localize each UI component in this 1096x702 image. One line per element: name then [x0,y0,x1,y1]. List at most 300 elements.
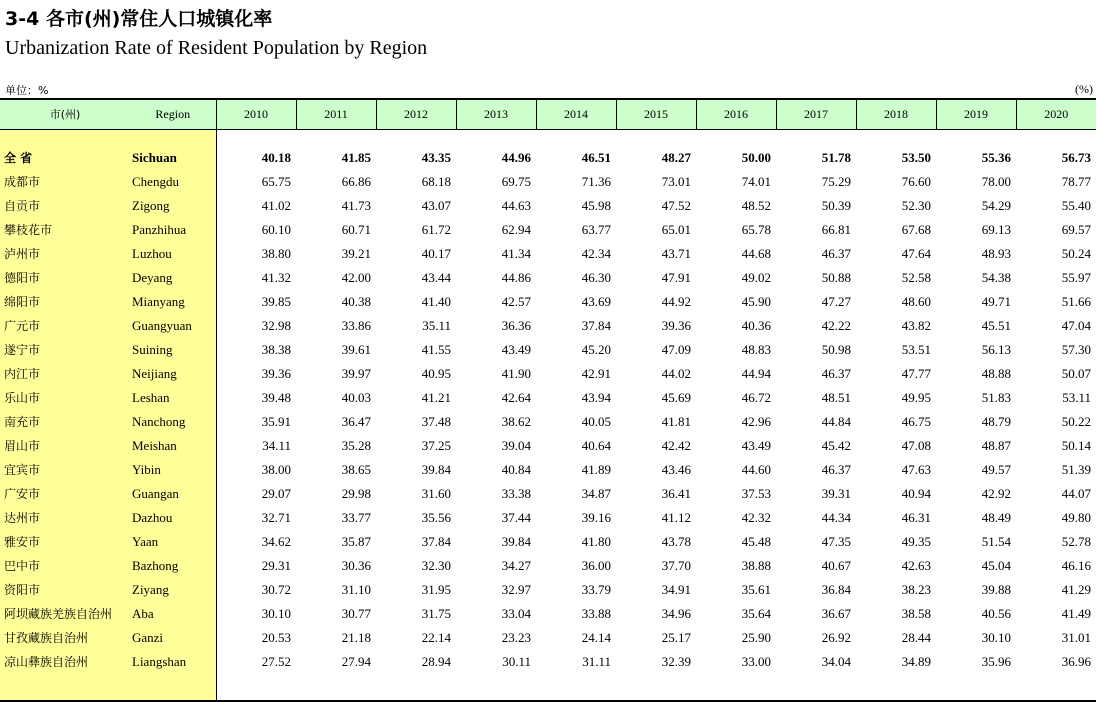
rate-value: 31.75 [421,605,451,621]
rate-value: 50.24 [1061,245,1091,261]
region-name-en: Chengdu [130,170,216,194]
rate-value: 35.11 [422,317,451,333]
table-row [0,578,1096,602]
rate-value: 65.75 [261,173,291,189]
rate-value: 49.95 [901,389,931,405]
rate-value: 40.38 [341,293,371,309]
rate-value: 46.37 [821,461,851,477]
rate-value: 47.04 [1061,317,1091,333]
rate-value: 61.72 [421,221,451,237]
rate-value: 51.39 [1061,461,1091,477]
region-name-en: Deyang [130,266,216,290]
rate-value: 35.87 [341,533,371,549]
rate-value: 43.49 [741,437,771,453]
spacer-cell [130,129,216,146]
rate-value: 71.36 [581,173,611,189]
rate-value: 36.96 [1061,653,1091,669]
rate-value: 20.53 [261,629,291,645]
table-title-english: Urbanization Rate of Resident Population by Region [5,37,428,59]
rate-value: 38.23 [901,581,931,597]
rate-value: 39.61 [341,341,371,357]
end-cell [0,674,130,701]
rate-value: 57.30 [1061,341,1091,357]
region-name-en: Yaan [130,530,216,554]
rate-value: 37.25 [421,437,451,453]
column-header-year: 2017 [776,99,856,129]
region-name-en: Zigong [130,194,216,218]
column-header-year: 2020 [1016,99,1096,129]
column-header-year: 2019 [936,99,1016,129]
region-name-en: Leshan [130,386,216,410]
table-row [0,362,1096,386]
region-name-cn: 资阳市 [0,578,130,602]
region-name-cn: 巴中市 [0,554,130,578]
rate-value: 38.00 [261,461,291,477]
table-row [0,506,1096,530]
rate-value: 50.39 [821,197,851,213]
table-row [0,170,1096,194]
region-name-en: Ziyang [130,578,216,602]
column-header-year: 2012 [376,99,456,129]
rate-value: 65.01 [661,221,691,237]
rate-value: 36.36 [501,317,531,333]
rate-value: 33.88 [581,605,611,621]
region-name-en: Guangan [130,482,216,506]
table-row [0,266,1096,290]
rate-value: 42.91 [581,365,611,381]
rate-value: 38.80 [261,245,291,261]
rate-value: 46.75 [901,413,931,429]
rate-value: 78.00 [981,173,1011,189]
rate-value: 41.34 [501,245,531,261]
rate-value: 45.42 [821,437,851,453]
region-name-cn: 眉山市 [0,434,130,458]
rate-value: 40.94 [901,485,931,501]
rate-value: 38.38 [261,341,291,357]
rate-value: 31.11 [582,653,611,669]
rate-value: 30.10 [981,629,1011,645]
rate-value: 44.92 [661,293,691,309]
rate-value: 34.91 [661,581,691,597]
column-header-year: 2011 [296,99,376,129]
rate-value: 49.71 [981,293,1011,309]
rate-value: 60.71 [341,221,371,237]
rate-value: 63.77 [581,221,611,237]
spacer-cell [216,129,1096,146]
rate-value: 36.84 [821,581,851,597]
rate-value: 46.37 [821,365,851,381]
rate-value: 47.35 [821,533,851,549]
rate-value: 47.64 [901,245,931,261]
column-header-year: 2014 [536,99,616,129]
rate-value: 39.84 [501,533,531,549]
rate-value: 51.83 [981,389,1011,405]
rate-value: 28.94 [421,653,451,669]
rate-value: 37.84 [581,317,611,333]
rate-value: 32.30 [421,557,451,573]
rate-value: 30.36 [341,557,371,573]
rate-value: 48.27 [661,149,691,165]
region-name-en: Panzhihua [130,218,216,242]
rate-value: 42.00 [341,269,371,285]
rate-value: 78.77 [1061,173,1091,189]
rate-value: 29.98 [341,485,371,501]
rate-value: 39.88 [981,581,1011,597]
rate-value: 40.67 [821,557,851,573]
rate-value: 48.51 [821,389,851,405]
rate-value: 22.14 [421,629,451,645]
region-name-en: Luzhou [130,242,216,266]
rate-value: 53.51 [901,341,931,357]
table-row [0,434,1096,458]
rate-value: 37.44 [501,509,531,525]
rate-value: 27.94 [341,653,371,669]
region-name-cn: 内江市 [0,362,130,386]
region-name-en: Suining [130,338,216,362]
rate-value: 76.60 [901,173,931,189]
rate-value: 26.92 [821,629,851,645]
region-name-en: Nanchong [130,410,216,434]
rate-value: 39.36 [661,317,691,333]
rate-value: 34.89 [901,653,931,669]
rate-value: 60.10 [261,221,291,237]
rate-value: 39.85 [261,293,291,309]
rate-value: 36.47 [341,413,371,429]
rate-value: 35.56 [421,509,451,525]
table-row [0,626,1096,650]
rate-value: 50.22 [1061,413,1091,429]
table-row [0,290,1096,314]
rate-value: 42.57 [501,293,531,309]
region-name-en: Sichuan [130,146,216,170]
rate-value: 47.91 [661,269,691,285]
rate-value: 23.23 [501,629,531,645]
rate-value: 34.11 [262,437,291,453]
rate-value: 34.96 [661,605,691,621]
rate-value: 38.58 [901,605,931,621]
rate-value: 48.49 [981,509,1011,525]
rate-value: 34.27 [501,557,531,573]
region-name-cn: 德阳市 [0,266,130,290]
rate-value: 21.18 [341,629,371,645]
rate-value: 56.13 [981,341,1011,357]
rate-value: 40.56 [981,605,1011,621]
rate-value: 33.38 [501,485,531,501]
rate-value: 41.32 [261,269,291,285]
region-name-en: Dazhou [130,506,216,530]
rate-value: 39.84 [421,461,451,477]
rate-value: 46.31 [901,509,931,525]
table-row [0,146,1096,170]
rate-value: 34.62 [261,533,291,549]
end-cell [130,674,216,701]
rate-value: 44.60 [741,461,771,477]
rate-value: 35.61 [741,581,771,597]
rate-value: 42.92 [981,485,1011,501]
rate-value: 41.49 [1061,605,1091,621]
rate-value: 32.97 [501,581,531,597]
rate-value: 46.51 [581,149,611,165]
rate-value: 36.67 [821,605,851,621]
rate-value: 45.51 [981,317,1011,333]
column-header-region-cn: 市(州) [0,99,130,129]
rate-value: 30.11 [502,653,531,669]
rate-value: 42.22 [821,317,851,333]
rate-value: 43.49 [501,341,531,357]
rate-value: 30.72 [261,581,291,597]
rate-value: 48.60 [901,293,931,309]
region-name-cn: 阿坝藏族羌族自治州 [0,602,130,626]
rate-value: 31.10 [341,581,371,597]
region-name-en: Guangyuan [130,314,216,338]
rate-value: 29.07 [261,485,291,501]
rate-value: 46.30 [581,269,611,285]
rate-value: 46.16 [1061,557,1091,573]
region-name-cn: 南充市 [0,410,130,434]
rate-value: 47.52 [661,197,691,213]
rate-value: 42.96 [741,413,771,429]
rate-value: 43.44 [421,269,451,285]
rate-value: 68.18 [421,173,451,189]
rate-value: 62.94 [501,221,531,237]
end-cell [216,674,1096,701]
rate-value: 44.94 [741,365,771,381]
rate-value: 40.84 [501,461,531,477]
rate-value: 41.80 [581,533,611,549]
rate-value: 50.98 [821,341,851,357]
rate-value: 32.39 [661,653,691,669]
table-row [0,602,1096,626]
rate-value: 48.83 [741,341,771,357]
rate-value: 52.58 [901,269,931,285]
rate-value: 40.18 [261,149,291,165]
rate-value: 42.32 [741,509,771,525]
rate-value: 56.73 [1061,149,1091,165]
rate-value: 41.85 [341,149,371,165]
region-name-cn: 成都市 [0,170,130,194]
spacer-cell [0,129,130,146]
rate-value: 41.81 [661,413,691,429]
table-row [0,530,1096,554]
table-row [0,386,1096,410]
rate-value: 30.77 [341,605,371,621]
region-name-cn: 宜宾市 [0,458,130,482]
rate-value: 48.79 [981,413,1011,429]
rate-value: 50.00 [741,149,771,165]
rate-value: 43.94 [581,389,611,405]
rate-value: 69.75 [501,173,531,189]
region-name-en: Yibin [130,458,216,482]
rate-value: 37.53 [741,485,771,501]
rate-value: 33.04 [501,605,531,621]
table-row [0,314,1096,338]
rate-value: 48.93 [981,245,1011,261]
rate-value: 49.80 [1061,509,1091,525]
rate-value: 74.01 [741,173,771,189]
rate-value: 31.60 [421,485,451,501]
rate-value: 41.12 [661,509,691,525]
rate-value: 41.29 [1061,581,1091,597]
spacer-row [0,129,1096,146]
rate-value: 41.21 [421,389,451,405]
rate-value: 39.48 [261,389,291,405]
table-title-chinese: 3-4 各市(州)常住人口城镇化率 [5,8,273,30]
rate-value: 52.78 [1061,533,1091,549]
rate-value: 50.07 [1061,365,1091,381]
rate-value: 45.20 [581,341,611,357]
rate-value: 47.09 [661,341,691,357]
rate-value: 49.35 [901,533,931,549]
rate-value: 66.86 [341,173,371,189]
rate-value: 47.27 [821,293,851,309]
rate-value: 28.44 [901,629,931,645]
rate-value: 41.90 [501,365,531,381]
rate-value: 69.13 [981,221,1011,237]
table-row [0,554,1096,578]
rate-value: 33.00 [741,653,771,669]
region-name-en: Meishan [130,434,216,458]
rate-value: 51.54 [981,533,1011,549]
rate-value: 45.04 [981,557,1011,573]
table-row [0,458,1096,482]
rate-value: 47.77 [901,365,931,381]
rate-value: 55.97 [1061,269,1091,285]
rate-value: 35.28 [341,437,371,453]
rate-value: 25.90 [741,629,771,645]
region-name-en: Mianyang [130,290,216,314]
rate-value: 43.35 [421,149,451,165]
rate-value: 31.95 [421,581,451,597]
rate-value: 32.71 [261,509,291,525]
rate-value: 50.88 [821,269,851,285]
rate-value: 47.63 [901,461,931,477]
rate-value: 36.00 [581,557,611,573]
rate-value: 33.86 [341,317,371,333]
rate-value: 54.29 [981,197,1011,213]
rate-value: 40.64 [581,437,611,453]
rate-value: 45.98 [581,197,611,213]
region-name-cn: 达州市 [0,506,130,530]
rate-value: 34.04 [821,653,851,669]
rate-value: 75.29 [821,173,851,189]
rate-value: 43.82 [901,317,931,333]
rate-value: 53.11 [1062,389,1091,405]
rate-value: 24.14 [581,629,611,645]
rate-value: 48.52 [741,197,771,213]
rate-value: 66.81 [821,221,851,237]
region-name-cn: 自贡市 [0,194,130,218]
rate-value: 73.01 [661,173,691,189]
rate-value: 48.88 [981,365,1011,381]
rate-value: 52.30 [901,197,931,213]
rate-value: 40.05 [581,413,611,429]
rate-value: 44.96 [501,149,531,165]
table-row [0,218,1096,242]
rate-value: 44.34 [821,509,851,525]
rate-value: 65.78 [741,221,771,237]
rate-value: 43.69 [581,293,611,309]
rate-value: 45.48 [741,533,771,549]
rate-value: 41.73 [341,197,371,213]
rate-value: 44.86 [501,269,531,285]
rate-value: 42.42 [661,437,691,453]
rate-value: 49.02 [741,269,771,285]
rate-value: 47.08 [901,437,931,453]
rate-value: 45.90 [741,293,771,309]
rate-value: 38.65 [341,461,371,477]
region-name-en: Liangshan [130,650,216,674]
column-header-year: 2010 [216,99,296,129]
urbanization-table [0,98,1096,702]
rate-value: 55.36 [981,149,1011,165]
rate-value: 43.78 [661,533,691,549]
rate-value: 33.79 [581,581,611,597]
rate-value: 44.84 [821,413,851,429]
rate-value: 33.77 [341,509,371,525]
rate-value: 46.37 [821,245,851,261]
rate-value: 27.52 [261,653,291,669]
rate-value: 35.96 [981,653,1011,669]
column-header-year: 2013 [456,99,536,129]
region-name-cn: 遂宁市 [0,338,130,362]
rate-value: 41.55 [421,341,451,357]
table-row [0,194,1096,218]
rate-value: 53.50 [901,149,931,165]
unit-label-percent: (%) [1075,82,1093,96]
region-name-cn: 凉山彝族自治州 [0,650,130,674]
rate-value: 37.70 [661,557,691,573]
rate-value: 39.31 [821,485,851,501]
region-name-en: Bazhong [130,554,216,578]
rate-value: 31.01 [1061,629,1091,645]
region-name-cn: 广元市 [0,314,130,338]
rate-value: 37.48 [421,413,451,429]
rate-value: 39.16 [581,509,611,525]
column-header-year: 2016 [696,99,776,129]
rate-value: 51.66 [1061,293,1091,309]
rate-value: 30.10 [261,605,291,621]
rate-value: 43.71 [661,245,691,261]
rate-value: 35.91 [261,413,291,429]
rate-value: 55.40 [1061,197,1091,213]
column-header-year: 2015 [616,99,696,129]
rate-value: 39.36 [261,365,291,381]
rate-value: 44.02 [661,365,691,381]
rate-value: 40.95 [421,365,451,381]
rate-value: 44.07 [1061,485,1091,501]
table-row [0,242,1096,266]
column-header-region-en: Region [130,99,216,129]
rate-value: 50.14 [1061,437,1091,453]
region-name-en: Neijiang [130,362,216,386]
rate-value: 54.38 [981,269,1011,285]
rate-value: 41.40 [421,293,451,309]
region-name-cn: 攀枝花市 [0,218,130,242]
rate-value: 69.57 [1061,221,1091,237]
header-row [0,99,1096,129]
rate-value: 43.46 [661,461,691,477]
table-row [0,410,1096,434]
region-name-cn: 泸州市 [0,242,130,266]
table-row [0,482,1096,506]
rate-value: 32.98 [261,317,291,333]
rate-value: 39.21 [341,245,371,261]
rate-value: 39.97 [341,365,371,381]
region-name-cn: 雅安市 [0,530,130,554]
rate-value: 42.64 [501,389,531,405]
rate-value: 67.68 [901,221,931,237]
rate-value: 36.41 [661,485,691,501]
